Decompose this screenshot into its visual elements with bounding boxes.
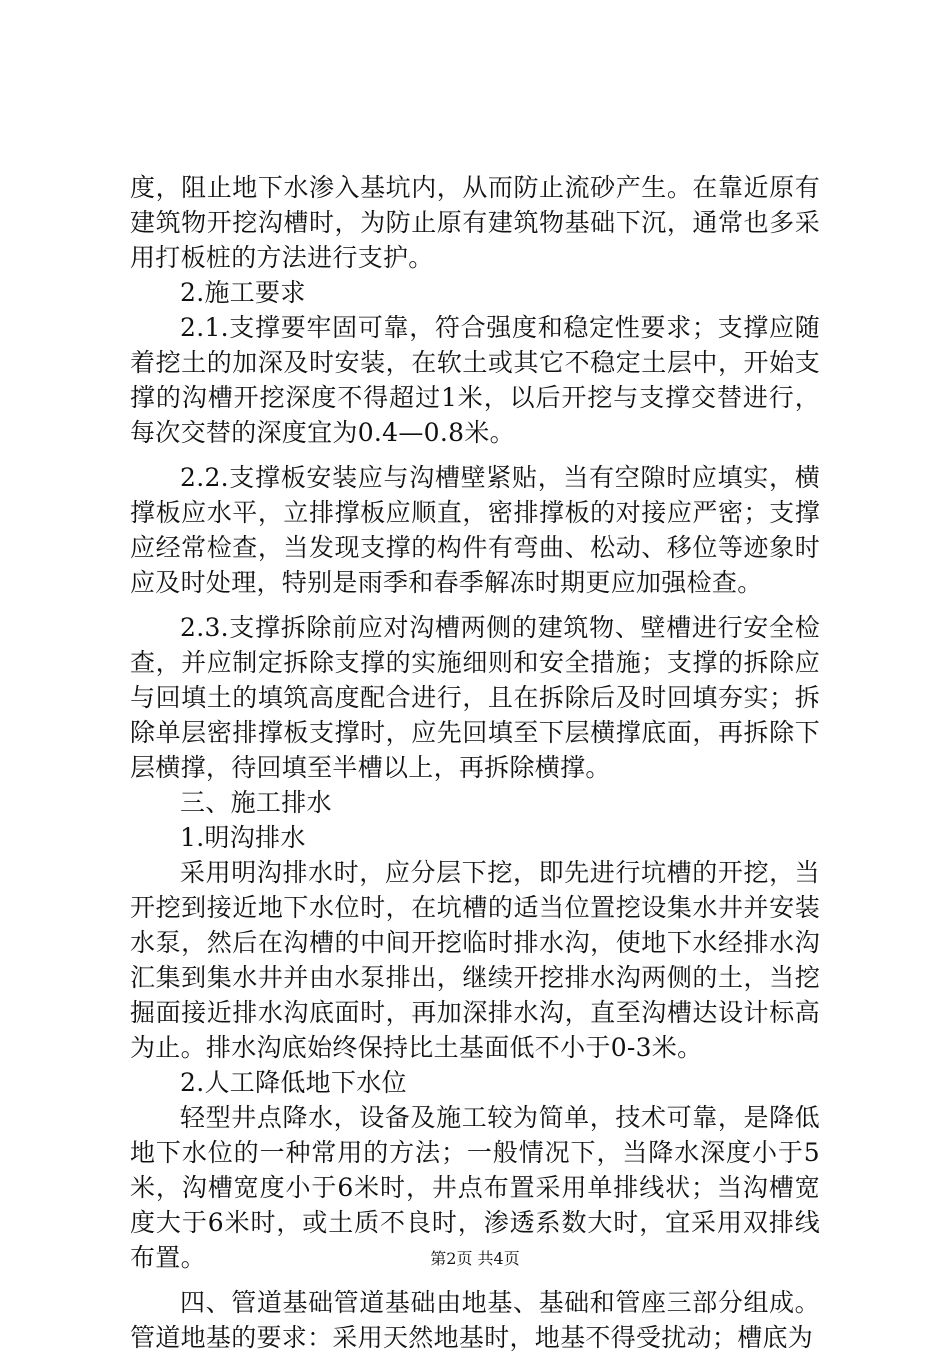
paragraph-section-4-foundation: 四、管道基础管道基础由地基、基础和管座三部分组成。管道地基的要求：采用天然地基时，地基不得受扰动；槽底为 — [130, 1288, 820, 1352]
document-body — [130, 170, 820, 1355]
paragraph-well-point: 轻型井点降水，设备及施工较为简单，技术可靠，是降低地下水位的一种常用的方法；一般情况下，当降水深度小于5米，沟槽宽度小于6米时，井点布置采用单排线状；当沟槽宽度大于6米时，或土质不良时，渗透系数大时，宜采用双排线布置。 — [130, 1103, 820, 1272]
paragraph-2-2: 2.2.支撑板安装应与沟槽壁紧贴，当有空隙时应填实，横撑板应水平，立排撑板应顺直，密排撑板的对接应严密；支撑应经常检查，当发现支撑的构件有弯曲、松动、移位等迹象时应及时处理，特别是雨季和春季解冻时期更应加强检查。 — [130, 463, 820, 597]
heading-artificial-dewatering: 2.人工降低地下水位 — [180, 1068, 407, 1097]
heading-section-3-drainage: 三、施工排水 — [180, 788, 332, 817]
paragraph-open-ditch: 采用明沟排水时，应分层下挖，即先进行坑槽的开挖，当开挖到接近地下水位时，在坑槽的适当位置挖设集水井并安装水泵，然后在沟槽的中间开挖临时排水沟，使地下水经排水沟汇集到集水井并由水泵排出，继续开挖排水沟两侧的土，当挖掘面接近排水沟底面时，再加深排水沟，直至沟槽达设计标高为止。排水沟底始终保持比土基面低不小于0-3米。 — [130, 858, 820, 1062]
page-footer: 第2页 共4页 — [430, 1249, 520, 1268]
paragraph-continuation: 度，阻止地下水渗入基坑内，从而防止流砂产生。在靠近原有建筑物开挖沟槽时，为防止原有建筑物基础下沉，通常也多采用打板桩的方法进行支护。 — [130, 173, 820, 272]
paragraph-2-1: 2.1.支撑要牢固可靠，符合强度和稳定性要求；支撑应随着挖土的加深及时安装，在软土或其它不稳定土层中，开始支撑的沟槽开挖深度不得超过1米，以后开挖与支撑交替进行，每次交替的深度宜为0.4—0.8米。 — [130, 313, 820, 447]
heading-construction-requirements: 2.施工要求 — [180, 278, 306, 307]
heading-open-ditch-drainage: 1.明沟排水 — [180, 823, 306, 852]
paragraph-2-3: 2.3.支撑拆除前应对沟槽两侧的建筑物、壁槽进行安全检查，并应制定拆除支撑的实施细则和安全措施；支撑的拆除应与回填土的填筑高度配合进行，且在拆除后及时回填夯实；拆除单层密排撑板支撑时，应先回填至下层横撑底面，再拆除下层横撑，待回填至半槽以上，再拆除横撑。 — [130, 613, 820, 782]
